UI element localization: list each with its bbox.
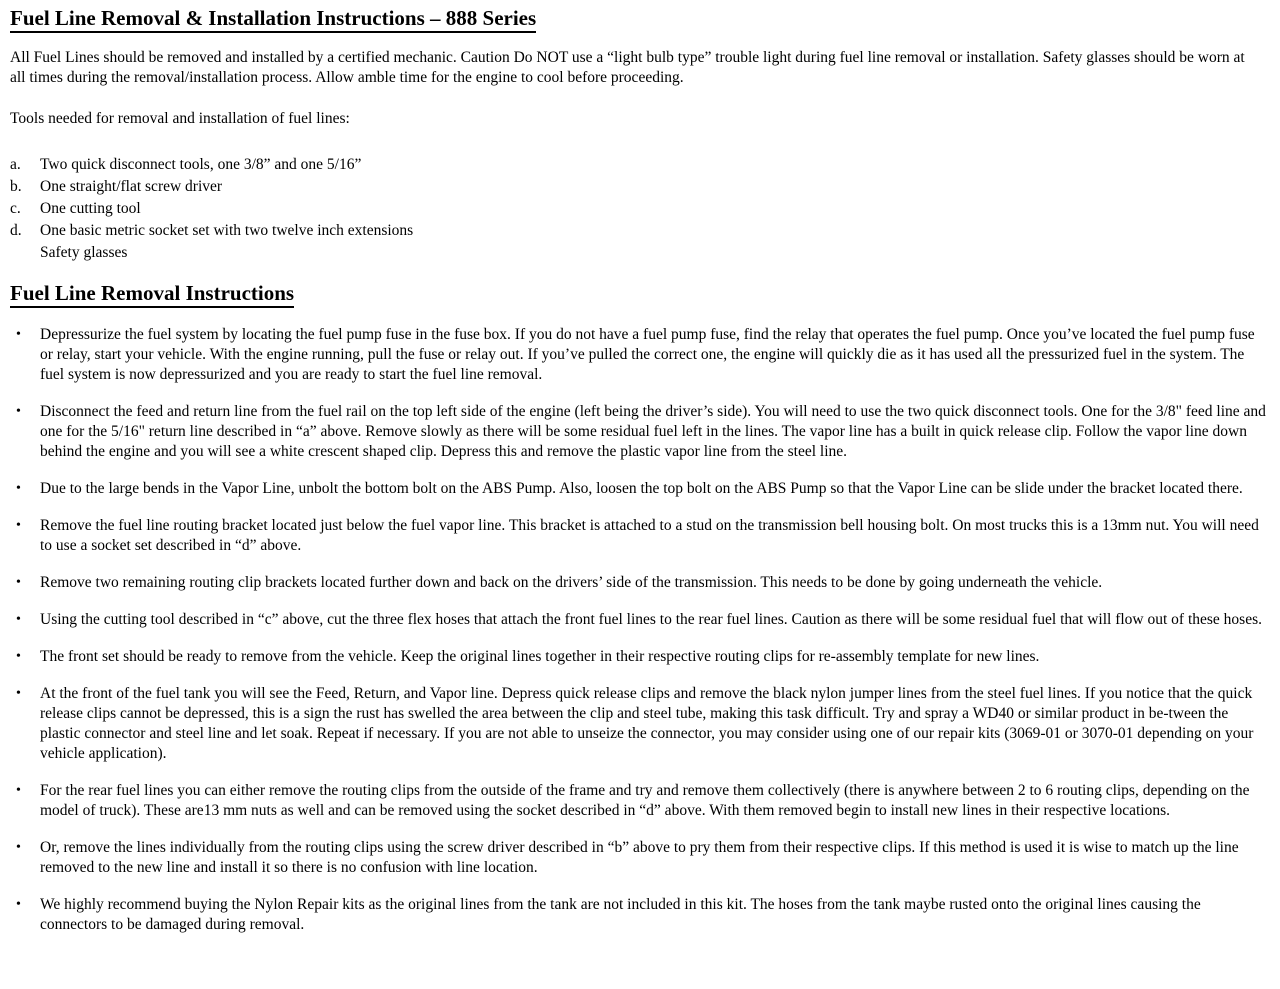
tool-item-text: One basic metric socket set with two twelve inch extensions — [40, 222, 414, 239]
tool-item-marker: a. — [10, 156, 21, 173]
step-text: At the front of the fuel tank you will see the Feed, Return, and Vapor line. Depress quick release clips and remove the black nylon jumper lines from the steel fuel lines. If you notice that the quick release clips cannot be depressed, this is a sign the rust has swelled the area between the clip and steel tube, making this task difficult. Try and spray a WD40 or similar product in be-tween the plastic connector and steel line and let soak. Repeat if necessary. If you are not able to unseize the connector, you may consider using one of our repair kits (3069-01 or 3070-01 depending on your vehicle application). — [40, 685, 1254, 762]
step-item — [10, 516, 1270, 556]
tool-item-marker: d. — [10, 222, 22, 239]
step-text: Disconnect the feed and return line from the fuel rail on the top left side of the engine (left being the driver’s side). You will need to use the two quick disconnect tools. One for the 3/8" feed line and one for the 5/16" return line described in “a” above. Remove slowly as there will be some residual fuel left in the lines. The vapor line has a built in quick release clip. Follow the vapor line down behind the engine and you will see a white crescent shaped clip. Depress this and remove the plastic vapor line from the steel line. — [40, 403, 1266, 460]
step-item — [10, 479, 1270, 499]
bullet-icon: • — [16, 575, 21, 590]
tool-item-c — [10, 198, 1270, 220]
tool-item-a — [10, 154, 1270, 176]
step-text: We highly recommend buying the Nylon Repair kits as the original lines from the tank are not included in this kit. The hoses from the tank maybe rusted onto the original lines causing the connectors to be damaged during removal. — [40, 896, 1201, 933]
step-item — [10, 573, 1270, 593]
bullet-icon: • — [16, 481, 21, 496]
tools-list-heading: Tools needed for removal and installation of fuel lines: — [10, 110, 350, 127]
tools-list — [10, 154, 1270, 264]
tool-item-continuation: Safety glasses — [40, 244, 128, 261]
step-text: Or, remove the lines individually from the routing clips using the screw driver described in “b” above to pry them from their respective clips. If this method is used it is wise to match up the line removed to the new line and install it so there is no confusion with line location. — [40, 839, 1239, 876]
document-title-text: Fuel Line Removal & Installation Instructions – 888 Series — [10, 6, 536, 33]
bullet-icon: • — [16, 783, 21, 798]
bullet-icon: • — [16, 897, 21, 912]
bullet-icon: • — [16, 518, 21, 533]
tool-item-text: One cutting tool — [40, 200, 141, 217]
tool-item-marker: b. — [10, 178, 22, 195]
step-text: Using the cutting tool described in “c” above, cut the three flex hoses that attach the front fuel lines to the rear fuel lines. Caution as there will be some residual fuel that will flow out of these hoses. — [40, 611, 1262, 628]
removal-steps-list — [10, 325, 1270, 935]
step-item — [10, 838, 1270, 878]
bullet-icon: • — [16, 840, 21, 855]
step-text: Remove the fuel line routing bracket located just below the fuel vapor line. This bracket is attached to a stud on the transmission bell housing bolt. On most trucks this is a 13mm nut. You will need to use a socket set described in “d” above. — [40, 517, 1259, 554]
section-heading-text: Fuel Line Removal Instructions — [10, 281, 294, 308]
intro-paragraph: All Fuel Lines should be removed and installed by a certified mechanic. Caution Do NOT use a “light bulb type” trouble light during fuel line removal or installation. Safety glasses should be worn at all times during the removal/installation process. Allow amble time for the engine to cool before proceeding. — [10, 49, 1245, 86]
tool-item-b — [10, 176, 1270, 198]
bullet-icon: • — [16, 612, 21, 627]
step-item — [10, 647, 1270, 667]
step-text: Due to the large bends in the Vapor Line, unbolt the bottom bolt on the ABS Pump. Also, loosen the top bolt on the ABS Pump so that the Vapor Line can be slide under the bracket located there. — [40, 480, 1243, 497]
tool-item-d — [10, 220, 1270, 242]
section-heading — [10, 280, 1270, 306]
step-item — [10, 610, 1270, 630]
tool-item-text: One straight/flat screw driver — [40, 178, 223, 195]
step-text: For the rear fuel lines you can either remove the routing clips from the outside of the frame and try and remove them collectively (there is anywhere between 2 to 6 routing clips, depending on the model of truck). These are13 mm nuts as well and can be removed using the socket described in “d” above. With them removed begin to install new lines in their respective locations. — [40, 782, 1250, 819]
step-text: Depressurize the fuel system by locating the fuel pump fuse in the fuse box. If you do not have a fuel pump fuse, find the relay that operates the fuel pump. Once you’ve located the fuel pump fuse or relay, start your vehicle. With the engine running, pull the fuse or relay out. If you’ve pulled the correct one, the engine will quickly die as it has used all the pressurized fuel in the system. The fuel system is now depressurized and you are ready to start the fuel line removal. — [40, 326, 1255, 383]
step-item — [10, 325, 1270, 385]
step-text: The front set should be ready to remove from the vehicle. Keep the original lines together in their respective routing clips for re-assembly template for new lines. — [40, 648, 1040, 665]
step-item — [10, 684, 1270, 764]
document-title — [10, 6, 1270, 31]
tool-item-text: Two quick disconnect tools, one 3/8” and one 5/16” — [40, 156, 362, 173]
bullet-icon: • — [16, 404, 21, 419]
bullet-icon: • — [16, 327, 21, 342]
tool-item-marker: c. — [10, 200, 21, 217]
step-text: Remove two remaining routing clip brackets located further down and back on the drivers’ side of the transmission. This needs to be done by going underneath the vehicle. — [40, 574, 1103, 591]
step-item — [10, 402, 1270, 462]
bullet-icon: • — [16, 686, 21, 701]
step-item — [10, 895, 1270, 935]
step-item — [10, 781, 1270, 821]
bullet-icon: • — [16, 649, 21, 664]
